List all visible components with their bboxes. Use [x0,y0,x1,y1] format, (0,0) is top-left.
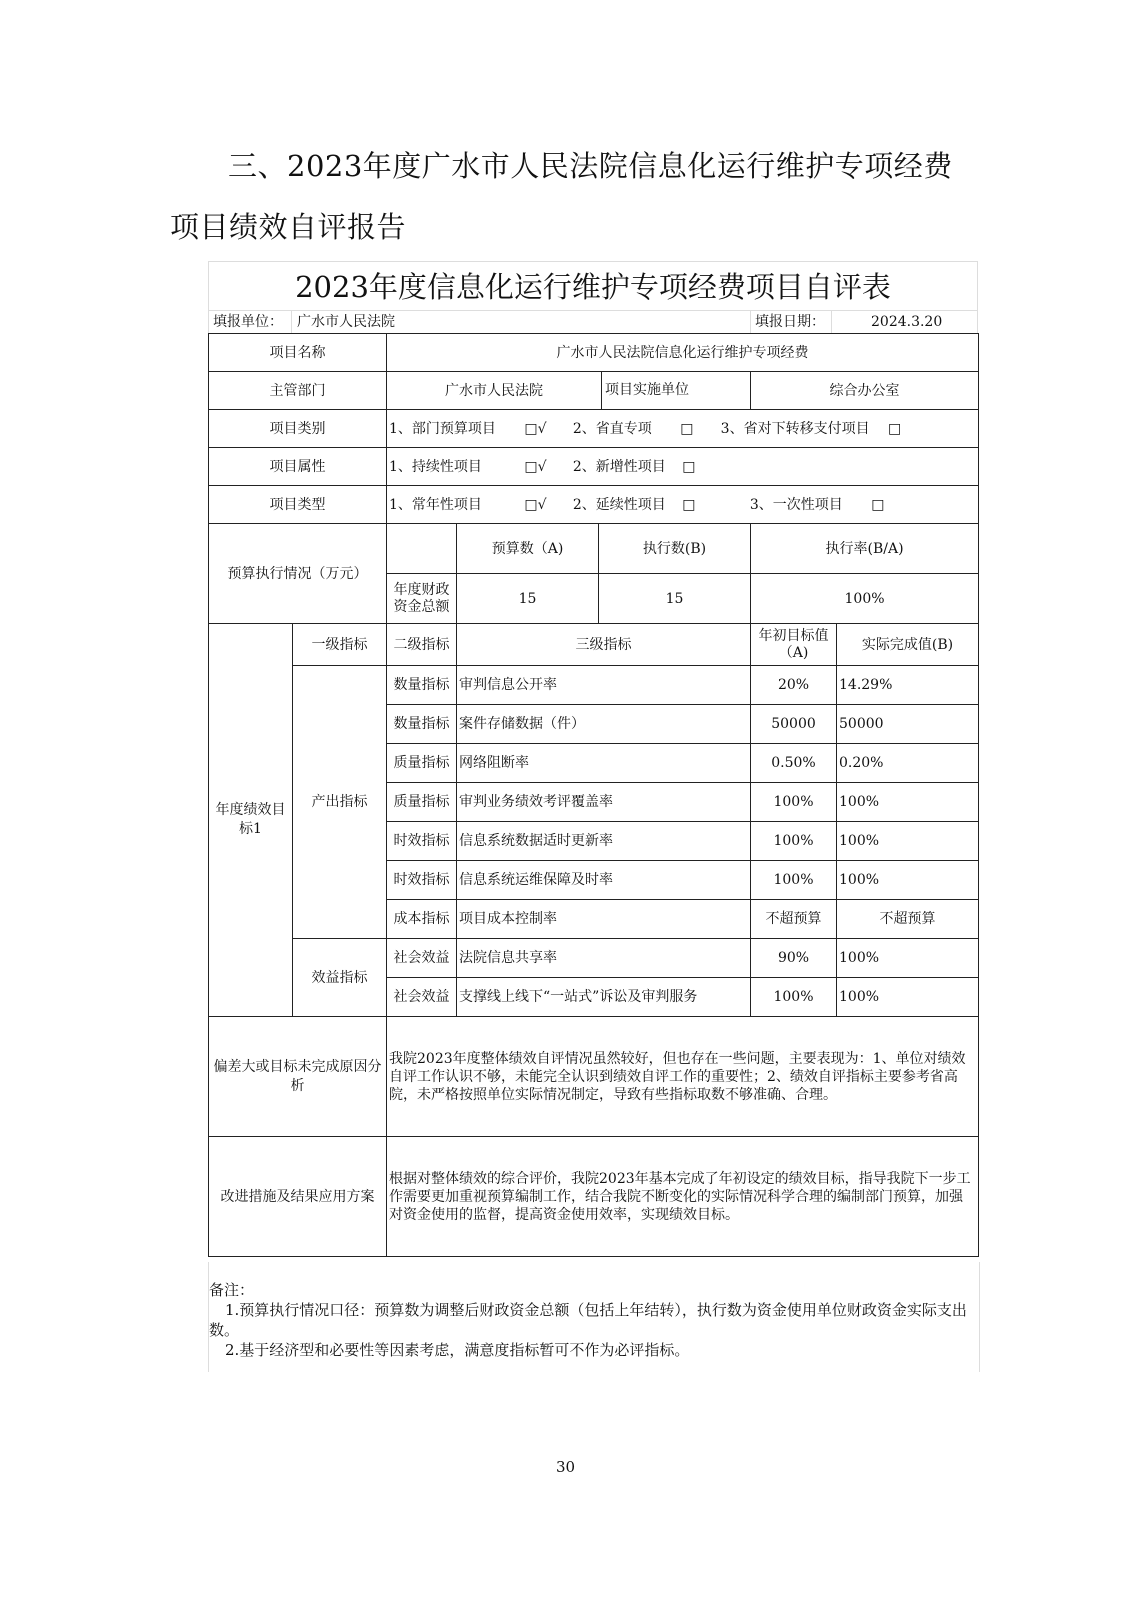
benefit-indicator-label: 效益指标 [293,939,387,1017]
output-row-7-lvl2: 成本指标 [387,900,457,939]
actual-header: 实际完成值(B) [837,624,979,666]
category-checkbox-2: □ [680,420,694,437]
output-row-1-actual: 14.29% [837,666,979,705]
output-row-1-lvl2: 数量指标 [387,666,457,705]
output-row-4-target: 100% [751,783,837,822]
fill-date-label: 填报日期： [755,314,825,330]
output-row-6-target: 100% [751,861,837,900]
category-option-1: 1、部门预算项目 [389,420,496,437]
sheet-title: 2023年度信息化运行维护专项经费项目自评表 [208,261,978,310]
output-row-7-lvl3: 项目成本控制率 [457,900,751,939]
evaluation-table [208,333,979,1257]
category-option-3: 3、省对下转移支付项目 [720,420,870,437]
improve-label: 改进措施及结果应用方案 [209,1137,387,1257]
output-row-6-actual: 100% [837,861,979,900]
type-option-1: 1、常年性项目 [389,496,482,513]
target-header: 年初目标值（A) [751,624,837,666]
lvl2-header: 二级指标 [387,624,457,666]
annual-goal-label: 年度绩效目标1 [209,624,293,1017]
attribute-options [387,448,979,486]
dept-value: 广水市人民法院 [387,372,602,409]
budget-row-label: 年度财政资金总额 [387,574,457,624]
budget-header-exec: 执行数(B) [599,524,751,574]
notes-title: 备注： [209,1281,255,1299]
report-heading-line1: 三、2023年度广水市人民法院信息化运行维护专项经费 [228,149,953,183]
attribute-label: 项目属性 [209,448,387,486]
type-checkbox-3: □ [871,496,885,513]
output-row-3-actual: 0.20% [837,744,979,783]
output-row-2-target: 50000 [751,705,837,744]
notes-section [208,1262,980,1372]
type-checkbox-1: □√ [524,496,547,513]
benefit-row-1-lvl2: 社会效益 [387,939,457,978]
budget-value: 15 [457,574,599,624]
type-option-2: 2、延续性项目 [572,496,666,513]
budget-header-rate: 执行率(B/A) [751,524,979,574]
type-label: 项目类型 [209,486,387,524]
output-row-7-target: 不超预算 [751,900,837,939]
budget-execution-label: 预算执行情况（万元） [209,524,387,624]
type-checkbox-2: □ [682,496,696,513]
category-options [387,410,979,448]
category-checkbox-3: □ [888,420,902,437]
type-options [387,486,979,524]
attribute-option-2: 2、新增性项目 [572,458,666,475]
deviation-text: 我院2023年度整体绩效自评情况虽然较好，但也存在一些问题，主要表现为：1、单位对绩效自评工作认识不够，未能完全认识到绩效自评工作的重要性；2、绩效自评指标主要参考省高院，未严格按照单位实际情况制定，导致有些指标取数不够准确、合理。 [387,1017,979,1137]
benefit-row-1-lvl3: 法院信息共享率 [457,939,751,978]
output-indicator-label: 产出指标 [293,666,387,939]
attribute-checkbox-2: □ [682,458,696,475]
category-checkbox-1: □√ [524,420,547,437]
budget-header-budget: 预算数（A) [457,524,599,574]
attribute-checkbox-1: □√ [524,458,547,475]
category-option-2: 2、省直专项 [572,420,652,437]
output-row-6-lvl2: 时效指标 [387,861,457,900]
fill-unit-value: 广水市人民法院 [297,314,395,330]
category-label: 项目类别 [209,410,387,448]
benefit-row-2-actual: 100% [837,978,979,1017]
output-row-7-actual: 不超预算 [837,900,979,939]
output-row-5-lvl3: 信息系统数据适时更新率 [457,822,751,861]
output-row-4-actual: 100% [837,783,979,822]
output-row-4-lvl2: 质量指标 [387,783,457,822]
notes-item-2: 2.基于经济型和必要性等因素考虑，满意度指标暂可不作为必评指标。 [225,1341,690,1359]
project-name-label: 项目名称 [209,334,387,372]
type-option-3: 3、一次性项目 [749,496,843,513]
output-row-2-lvl2: 数量指标 [387,705,457,744]
output-row-1-lvl3: 审判信息公开率 [457,666,751,705]
output-row-5-actual: 100% [837,822,979,861]
fill-unit-label: 填报单位： [213,314,283,330]
lvl1-header: 一级指标 [293,624,387,666]
output-row-5-target: 100% [751,822,837,861]
benefit-row-2-lvl2: 社会效益 [387,978,457,1017]
output-row-3-lvl2: 质量指标 [387,744,457,783]
notes-item-1: 1.预算执行情况口径：预算数为调整后财政资金总额（包括上年结转），执行数为资金使用单位财政资金实际支出数。 [209,1301,967,1339]
output-row-2-actual: 50000 [837,705,979,744]
rate-value: 100% [751,574,979,624]
output-row-5-lvl2: 时效指标 [387,822,457,861]
page-number: 30 [555,1458,576,1476]
exec-value: 15 [599,574,751,624]
impl-unit-value: 综合办公室 [751,372,979,410]
output-row-6-lvl3: 信息系统运维保障及时率 [457,861,751,900]
benefit-row-1-actual: 100% [837,939,979,978]
report-heading-line2: 项目绩效自评报告 [170,210,407,244]
fill-date-value: 2024.3.20 [871,314,943,330]
output-row-2-lvl3: 案件存储数据（件） [457,705,751,744]
output-row-1-target: 20% [751,666,837,705]
benefit-row-2-target: 100% [751,978,837,1017]
benefit-row-1-target: 90% [751,939,837,978]
output-row-3-target: 0.50% [751,744,837,783]
lvl3-header: 三级指标 [457,624,751,666]
evaluation-sheet [208,261,978,1257]
fill-info-row [208,310,978,333]
project-name-value: 广水市人民法院信息化运行维护专项经费 [387,334,979,372]
attribute-option-1: 1、持续性项目 [389,458,482,475]
benefit-row-2-lvl3: 支撑线上线下“一站式”诉讼及审判服务 [457,978,751,1017]
deviation-label: 偏差大或目标未完成原因分析 [209,1017,387,1137]
improve-text: 根据对整体绩效的综合评价，我院2023年基本完成了年初设定的绩效目标，指导我院下一步工作需要更加重视预算编制工作，结合我院不断变化的实际情况科学合理的编制部门预算，加强对资金使用的监督，提高资金使用效率，实现绩效目标。 [387,1137,979,1257]
impl-unit-label: 项目实施单位 [605,382,689,398]
output-row-3-lvl3: 网络阻断率 [457,744,751,783]
output-row-4-lvl3: 审判业务绩效考评覆盖率 [457,783,751,822]
dept-label: 主管部门 [209,372,387,410]
